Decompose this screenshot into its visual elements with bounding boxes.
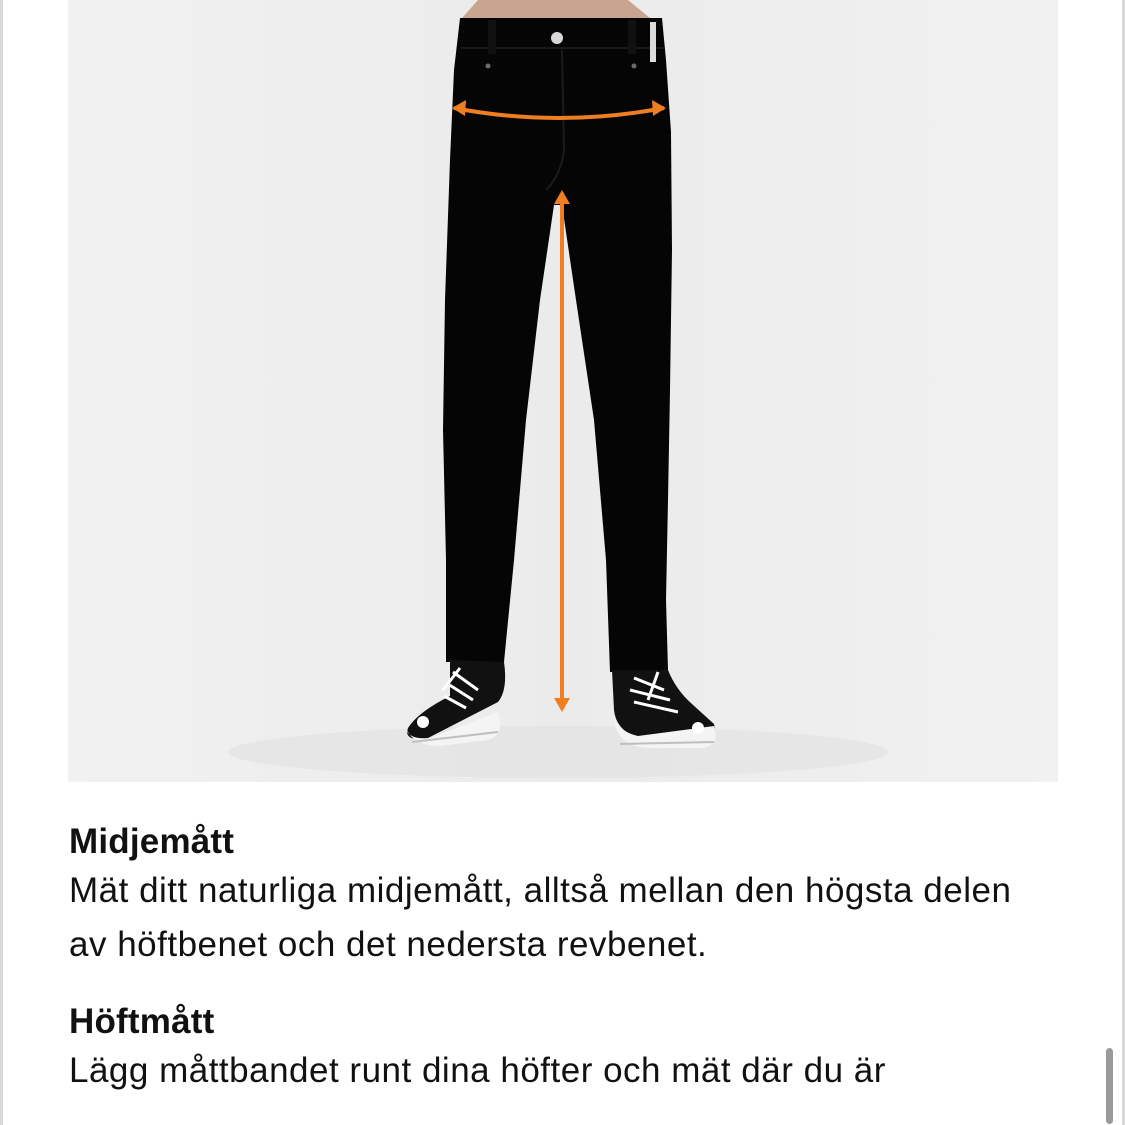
section-body: Lägg måttbandet runt dina höfter och mät där du är <box>69 1051 886 1090</box>
size-guide-text <box>69 820 1059 1098</box>
section-heading: Höftmått <box>69 1002 215 1041</box>
left-sneaker <box>406 660 505 746</box>
scrollbar-thumb[interactable] <box>1106 1048 1113 1124</box>
measurement-image <box>68 0 1058 782</box>
section-hip <box>69 1000 1059 1098</box>
section-heading: Midjemått <box>69 822 235 861</box>
section-waist <box>69 820 1059 972</box>
right-sneaker <box>612 670 716 748</box>
section-body: Mät ditt naturliga midjemått, alltså mellan den högsta delen av höftbenet och det nedersta revbenet. <box>69 871 1012 964</box>
inseam-measurement-arrow-icon <box>554 190 570 712</box>
jeans-measurement-illustration-icon <box>68 0 1058 782</box>
left-border <box>0 0 3 1125</box>
